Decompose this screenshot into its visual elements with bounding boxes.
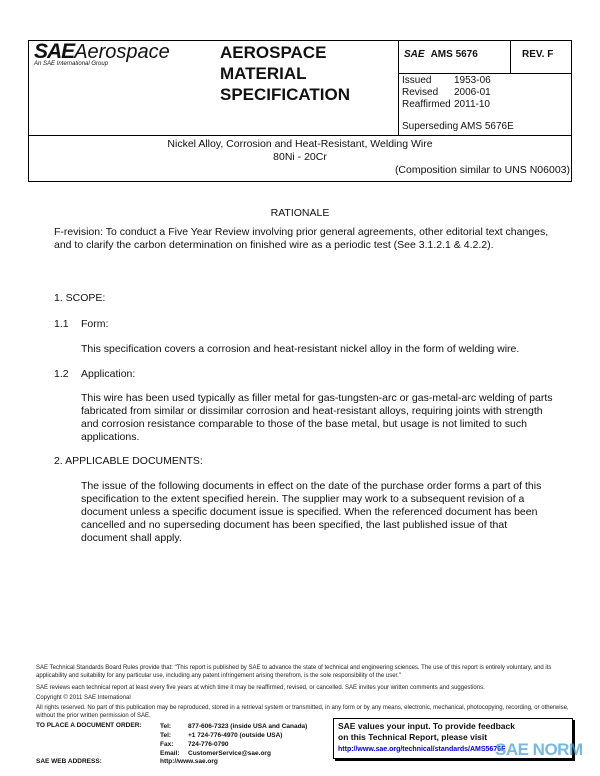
footer-rules-text: SAE Technical Standards Board Rules provide that: "This report is published by SAE to advance the state of technical and engineering sciences. The use of this report is entirely voluntary, and its applicability and suitability for any particular use, including any patent infringement arising therefrom, is the sole responsibility of the user.": [36, 665, 552, 679]
email-label: Email:: [160, 750, 180, 757]
footer-copyright: Copyright © 2011 SAE International: [36, 695, 131, 701]
rationale-heading: RATIONALE: [270, 207, 330, 219]
doc-title-line2: 80Ni - 20Cr: [273, 151, 327, 163]
feedback-line1: SAE values your input. To provide feedback: [338, 721, 515, 731]
reaffirmed-label: Reaffirmed: [402, 99, 451, 110]
tel2-value: +1 724-776-4970 (outside USA): [188, 732, 283, 739]
feedback-link[interactable]: http://www.sae.org/technical/standards/AMS5676F: [338, 746, 506, 753]
section-1-1-number: 1.1: [54, 318, 69, 330]
section-2-heading: 2. APPLICABLE DOCUMENTS:: [54, 455, 203, 467]
header-bottom-border: [28, 135, 572, 136]
section-2-text: The issue of the following documents in effect on the date of the purchase order forms a part of this specification to the extent specified herein. The supplier may work to a subsequent revision of a document unless a specific document issue is specified. When the referenced document has been cancelled and no superseding document has been specified, the last published issue of that document shall apply.: [81, 480, 542, 544]
issued-value: 1953-06: [454, 75, 491, 86]
web-address-label: SAE WEB ADDRESS:: [36, 758, 102, 765]
fax-label: Fax:: [160, 741, 174, 748]
fax-value: 724-776-0790: [188, 741, 229, 748]
title-right-border: [571, 135, 572, 182]
rationale-text: F-revision: To conduct a Five Year Review involving prior general agreements, other editorial text changes, and to clarify the carbon determination on finished wire as a periodic test (See 3.1.2.1 & 4.2.2).: [54, 226, 549, 251]
section-1-1-title: Form:: [81, 318, 109, 330]
title-left-border: [28, 135, 29, 182]
doc-number: AMS 5676: [430, 49, 478, 60]
section-1-2-number: 1.2: [54, 368, 69, 380]
header-left-border: [28, 40, 29, 136]
section-1-2-text: This wire has been used typically as filler metal for gas-tungsten-arc or gas-metal-arc welding of parts fabricated from similar or dissimilar corrosion and heat-resistant alloys, requiring joints with strength and corrosion resistance comparable to those of the base metal, but usage is not limited to such applications.: [81, 392, 553, 443]
section-1-1-text: This specification covers a corrosion and heat-resistant nickel alloy in the form of welding wire.: [81, 343, 520, 355]
doc-number-block: [404, 49, 478, 60]
header-divider: [398, 40, 399, 136]
section-1-heading: 1. SCOPE:: [54, 292, 106, 304]
doc-title-line1: Nickel Alloy, Corrosion and Heat-Resistant, Welding Wire: [167, 138, 433, 150]
superseding-text: Superseding AMS 5676E: [402, 121, 514, 132]
header-rev-divider: [510, 40, 511, 73]
sae-aerospace-logo: [34, 40, 170, 67]
tel1-value: 877-606-7323 (inside USA and Canada): [188, 723, 308, 730]
order-contact-labels: [160, 722, 180, 758]
email-link[interactable]: CustomerService@sae.org: [188, 750, 271, 757]
footer-rights-text: All rights reserved. No part of this publication may be reproduced, stored in a retrieval system or transmitted, in any form or by any means, electronic, mechanical, photocopying, recording, or otherwise, without the prior written permission of SAE.: [36, 705, 569, 719]
composition-note: (Composition similar to UNS N06003): [394, 164, 570, 176]
revised-label: Revised: [402, 87, 439, 98]
revision-label: REV. F: [522, 49, 554, 60]
title-line: AEROSPACE: [220, 43, 327, 62]
title-line: SPECIFICATION: [220, 85, 351, 104]
order-label: TO PLACE A DOCUMENT ORDER:: [36, 722, 142, 729]
title-line: MATERIAL: [220, 64, 307, 83]
section-1-2-title: Application:: [81, 368, 136, 380]
feedback-line2: on this Technical Report, please visit: [338, 732, 488, 742]
sae-norm-watermark: SAE NORM: [495, 740, 583, 759]
revised-value: 2006-01: [454, 87, 491, 98]
tel1-label: Tel:: [160, 723, 172, 730]
dates-block: [402, 75, 491, 111]
header-row-divider: [398, 73, 572, 74]
footer-review-text: SAE reviews each technical report at least every five years at which time it may be reaffirmed, revised, or cancelled. SAE invites your written comments and suggestions.: [36, 685, 485, 691]
doc-title: [28, 138, 572, 164]
reaffirmed-value: 2011-10: [454, 99, 490, 110]
logo-aerospace: Aerospace: [74, 41, 170, 63]
issued-label: Issued: [402, 75, 432, 86]
logo-tagline: An SAE International Group: [34, 61, 109, 67]
order-contact-values: [188, 722, 307, 758]
web-address-link[interactable]: http://www.sae.org: [160, 758, 218, 765]
page-title: [220, 42, 350, 105]
logo-sae: SAE: [34, 40, 75, 63]
tel2-label: Tel:: [160, 732, 172, 739]
title-bottom-border: [28, 181, 572, 182]
header-right-border: [571, 40, 572, 136]
small-sae-logo: SAE: [404, 49, 425, 60]
